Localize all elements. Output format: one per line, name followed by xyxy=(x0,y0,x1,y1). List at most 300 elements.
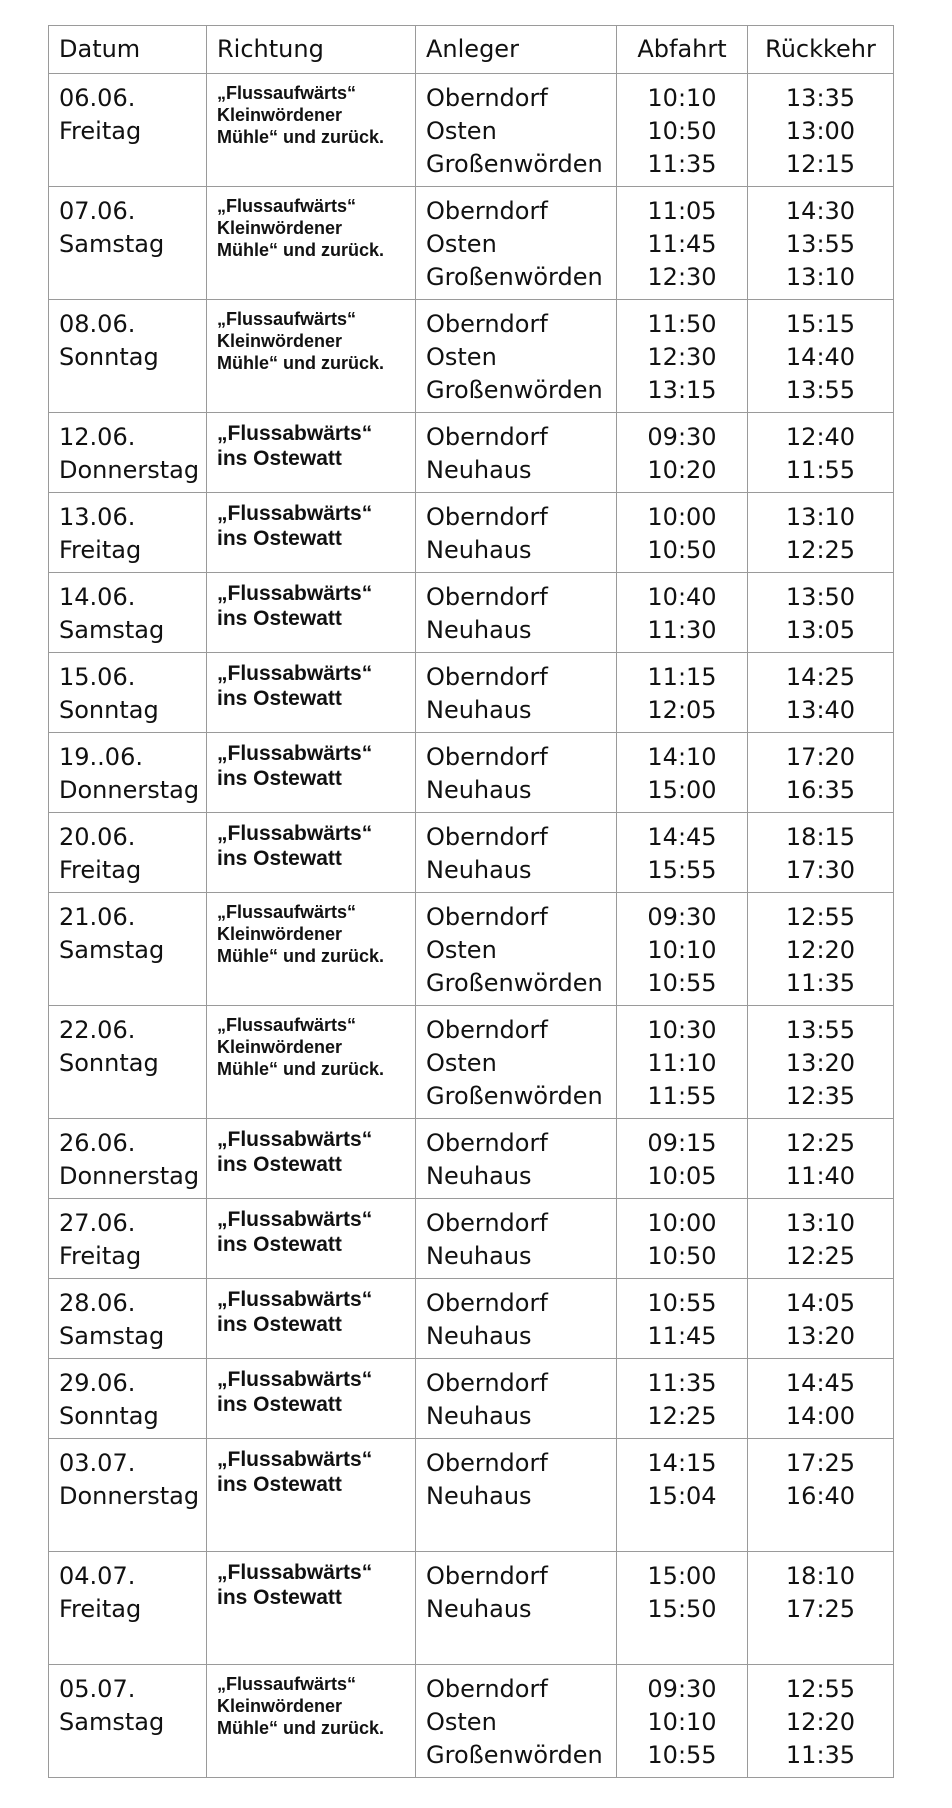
date-cell xyxy=(49,1119,207,1199)
direction-cell xyxy=(207,1199,416,1279)
departure-cell xyxy=(617,1199,748,1279)
pier-name: Neuhaus xyxy=(426,536,532,564)
departure-time: 13:15 xyxy=(647,376,717,404)
date-cell xyxy=(49,300,207,413)
direction-cell xyxy=(207,1006,416,1119)
departure-cell xyxy=(617,1439,748,1552)
departure-time: 12:30 xyxy=(647,343,717,371)
weekday: Sonntag xyxy=(59,696,159,724)
departure-time: 10:50 xyxy=(647,1242,717,1270)
departure-time: 10:10 xyxy=(647,1708,717,1736)
direction-line: „Flussabwärts“ xyxy=(217,502,373,525)
pier-cell xyxy=(416,1199,617,1279)
direction-line: ins Ostewatt xyxy=(217,1233,342,1256)
direction-line: „Flussabwärts“ xyxy=(217,582,373,605)
pier-name: Großenwörden xyxy=(426,376,603,404)
direction-line: „Flussaufwärts“ xyxy=(217,902,357,922)
date: 15.06. xyxy=(59,663,136,691)
departure-time: 10:50 xyxy=(647,117,717,145)
pier-name: Großenwörden xyxy=(426,263,603,291)
departure-time: 12:30 xyxy=(647,263,717,291)
date-cell xyxy=(49,893,207,1006)
return-cell xyxy=(748,653,894,733)
pier-name: Oberndorf xyxy=(426,663,548,691)
date: 21.06. xyxy=(59,903,136,931)
pier-name: Neuhaus xyxy=(426,1162,532,1190)
return-time: 12:25 xyxy=(785,536,856,564)
return-time: 13:00 xyxy=(785,117,856,145)
return-time: 14:25 xyxy=(785,663,856,691)
departure-cell xyxy=(617,1279,748,1359)
return-time: 17:25 xyxy=(785,1595,856,1623)
weekday: Donnerstag xyxy=(59,776,200,804)
table-row xyxy=(49,573,894,653)
date: 20.06. xyxy=(59,823,136,851)
direction-line: „Flussabwärts“ xyxy=(217,1368,373,1391)
departure-time: 10:20 xyxy=(647,456,717,484)
return-cell xyxy=(748,1006,894,1119)
direction-line: Mühle“ und zurück. xyxy=(217,1059,385,1079)
date-cell xyxy=(49,813,207,893)
return-time: 12:55 xyxy=(785,1675,856,1703)
departure-time: 15:00 xyxy=(647,1562,717,1590)
return-time: 11:35 xyxy=(785,969,856,997)
pier-name: Oberndorf xyxy=(426,1449,548,1477)
pier-name: Großenwörden xyxy=(426,1741,603,1769)
departure-time: 11:05 xyxy=(647,197,717,225)
return-time: 12:40 xyxy=(785,423,856,451)
departure-cell xyxy=(617,1359,748,1439)
return-time: 12:20 xyxy=(785,1708,856,1736)
direction-cell xyxy=(207,1552,416,1665)
weekday: Donnerstag xyxy=(59,1162,200,1190)
direction-cell xyxy=(207,1359,416,1439)
direction-line: Kleinwördener xyxy=(217,1696,343,1716)
return-cell xyxy=(748,1279,894,1359)
departure-cell xyxy=(617,413,748,493)
weekday: Samstag xyxy=(59,1708,165,1736)
date: 14.06. xyxy=(59,583,136,611)
pier-name: Osten xyxy=(426,936,497,964)
table-row xyxy=(49,1552,894,1665)
return-time: 11:55 xyxy=(785,456,856,484)
return-time: 13:55 xyxy=(785,230,856,258)
direction-line: „Flussabwärts“ xyxy=(217,742,373,765)
return-time: 11:35 xyxy=(785,1741,856,1769)
departure-time: 10:55 xyxy=(647,1289,717,1317)
date: 03.07. xyxy=(59,1449,136,1477)
return-time: 12:25 xyxy=(785,1242,856,1270)
date-cell xyxy=(49,1279,207,1359)
pier-name: Oberndorf xyxy=(426,1369,548,1397)
weekday: Freitag xyxy=(59,117,142,145)
date-cell xyxy=(49,413,207,493)
departure-time: 10:10 xyxy=(647,84,717,112)
pier-name: Oberndorf xyxy=(426,1289,548,1317)
pier-name: Neuhaus xyxy=(426,776,532,804)
direction-line: „Flussabwärts“ xyxy=(217,822,373,845)
weekday: Freitag xyxy=(59,1242,142,1270)
pier-cell xyxy=(416,893,617,1006)
direction-cell xyxy=(207,1439,416,1552)
direction-line: ins Ostewatt xyxy=(217,1473,342,1496)
departure-time: 09:30 xyxy=(647,903,717,931)
departure-cell xyxy=(617,813,748,893)
departure-cell xyxy=(617,1665,748,1778)
return-cell xyxy=(748,1665,894,1778)
direction-cell xyxy=(207,74,416,187)
date: 04.07. xyxy=(59,1562,136,1590)
date-cell xyxy=(49,653,207,733)
departure-time: 11:50 xyxy=(647,310,717,338)
return-time: 13:50 xyxy=(785,583,856,611)
direction-line: Mühle“ und zurück. xyxy=(217,240,385,260)
return-cell xyxy=(748,1439,894,1552)
header-datum: Datum xyxy=(49,26,207,74)
return-time: 12:25 xyxy=(785,1129,856,1157)
departure-cell xyxy=(617,300,748,413)
departure-cell xyxy=(617,74,748,187)
pier-cell xyxy=(416,733,617,813)
direction-cell xyxy=(207,300,416,413)
departure-time: 14:45 xyxy=(647,823,717,851)
pier-name: Neuhaus xyxy=(426,616,532,644)
departure-time: 12:05 xyxy=(647,696,717,724)
departure-time: 10:05 xyxy=(647,1162,717,1190)
return-time: 13:40 xyxy=(785,696,856,724)
return-cell xyxy=(748,893,894,1006)
date-cell xyxy=(49,573,207,653)
pier-name: Neuhaus xyxy=(426,1595,532,1623)
pier-cell xyxy=(416,300,617,413)
table-row xyxy=(49,1279,894,1359)
date-cell xyxy=(49,1199,207,1279)
direction-cell xyxy=(207,1119,416,1199)
pier-cell xyxy=(416,1279,617,1359)
departure-time: 11:35 xyxy=(647,150,717,178)
departure-time: 10:00 xyxy=(647,503,717,531)
direction-cell xyxy=(207,413,416,493)
table-row xyxy=(49,813,894,893)
pier-cell xyxy=(416,493,617,573)
return-time: 14:30 xyxy=(785,197,856,225)
weekday: Sonntag xyxy=(59,1402,159,1430)
pier-cell xyxy=(416,1439,617,1552)
return-time: 12:55 xyxy=(785,903,856,931)
weekday: Sonntag xyxy=(59,1049,159,1077)
return-time: 13:35 xyxy=(785,84,856,112)
direction-line: ins Ostewatt xyxy=(217,607,342,630)
return-time: 16:40 xyxy=(785,1482,856,1510)
date-cell xyxy=(49,1439,207,1552)
date: 19..06. xyxy=(59,743,143,771)
date: 12.06. xyxy=(59,423,136,451)
return-cell xyxy=(748,187,894,300)
pier-name: Neuhaus xyxy=(426,1482,532,1510)
pier-name: Oberndorf xyxy=(426,1675,548,1703)
pier-name: Oberndorf xyxy=(426,1129,548,1157)
schedule-body xyxy=(49,74,894,1778)
pier-name: Osten xyxy=(426,117,497,145)
departure-cell xyxy=(617,1119,748,1199)
departure-time: 15:50 xyxy=(647,1595,717,1623)
table-row xyxy=(49,493,894,573)
pier-name: Neuhaus xyxy=(426,1322,532,1350)
return-cell xyxy=(748,1199,894,1279)
direction-line: Kleinwördener xyxy=(217,105,343,125)
return-cell xyxy=(748,813,894,893)
return-time: 13:20 xyxy=(785,1049,856,1077)
return-time: 15:15 xyxy=(785,310,856,338)
header-richtung: Richtung xyxy=(207,26,416,74)
pier-name: Neuhaus xyxy=(426,1402,532,1430)
departure-cell xyxy=(617,893,748,1006)
schedule-table xyxy=(48,25,894,1778)
return-time: 13:05 xyxy=(785,616,856,644)
return-time: 18:15 xyxy=(785,823,856,851)
date: 29.06. xyxy=(59,1369,136,1397)
return-time: 13:10 xyxy=(785,503,856,531)
direction-cell xyxy=(207,573,416,653)
header-rueckkehr: Rückkehr xyxy=(748,26,894,74)
weekday: Donnerstag xyxy=(59,456,200,484)
weekday: Freitag xyxy=(59,856,142,884)
pier-cell xyxy=(416,573,617,653)
table-row xyxy=(49,733,894,813)
date: 06.06. xyxy=(59,84,136,112)
departure-cell xyxy=(617,1006,748,1119)
pier-cell xyxy=(416,1552,617,1665)
departure-time: 10:10 xyxy=(647,936,717,964)
departure-cell xyxy=(617,493,748,573)
return-time: 13:10 xyxy=(785,1209,856,1237)
table-row xyxy=(49,1119,894,1199)
pier-cell xyxy=(416,74,617,187)
direction-cell xyxy=(207,1279,416,1359)
date: 27.06. xyxy=(59,1209,136,1237)
header-anleger: Anleger xyxy=(416,26,617,74)
direction-line: Mühle“ und zurück. xyxy=(217,1718,385,1738)
direction-cell xyxy=(207,893,416,1006)
header-row xyxy=(49,26,894,74)
return-time: 14:40 xyxy=(785,343,856,371)
return-cell xyxy=(748,413,894,493)
departure-time: 11:35 xyxy=(647,1369,717,1397)
pier-name: Oberndorf xyxy=(426,84,548,112)
pier-cell xyxy=(416,413,617,493)
date-cell xyxy=(49,1552,207,1665)
return-time: 11:40 xyxy=(785,1162,856,1190)
departure-time: 10:55 xyxy=(647,1741,717,1769)
direction-line: „Flussabwärts“ xyxy=(217,1128,373,1151)
direction-line: „Flussaufwärts“ xyxy=(217,1015,357,1035)
direction-line: ins Ostewatt xyxy=(217,1393,342,1416)
direction-cell xyxy=(207,187,416,300)
departure-cell xyxy=(617,1552,748,1665)
return-time: 14:00 xyxy=(785,1402,856,1430)
pier-name: Oberndorf xyxy=(426,310,548,338)
direction-line: ins Ostewatt xyxy=(217,847,342,870)
direction-line: „Flussabwärts“ xyxy=(217,1208,373,1231)
pier-name: Neuhaus xyxy=(426,696,532,724)
pier-name: Osten xyxy=(426,343,497,371)
weekday: Samstag xyxy=(59,616,165,644)
direction-line: „Flussaufwärts“ xyxy=(217,83,357,103)
departure-time: 10:50 xyxy=(647,536,717,564)
date-cell xyxy=(49,187,207,300)
direction-line: ins Ostewatt xyxy=(217,1153,342,1176)
table-row xyxy=(49,1439,894,1552)
departure-time: 10:00 xyxy=(647,1209,717,1237)
return-time: 13:55 xyxy=(785,1016,856,1044)
departure-time: 11:30 xyxy=(647,616,717,644)
weekday: Freitag xyxy=(59,1595,142,1623)
return-time: 12:20 xyxy=(785,936,856,964)
date: 08.06. xyxy=(59,310,136,338)
direction-line: Kleinwördener xyxy=(217,924,343,944)
direction-line: „Flussaufwärts“ xyxy=(217,309,357,329)
pier-name: Oberndorf xyxy=(426,1209,548,1237)
departure-cell xyxy=(617,733,748,813)
departure-time: 11:45 xyxy=(647,230,717,258)
direction-line: ins Ostewatt xyxy=(217,687,342,710)
return-cell xyxy=(748,573,894,653)
date: 22.06. xyxy=(59,1016,136,1044)
pier-name: Oberndorf xyxy=(426,423,548,451)
pier-name: Oberndorf xyxy=(426,743,548,771)
direction-cell xyxy=(207,733,416,813)
pier-name: Oberndorf xyxy=(426,823,548,851)
departure-time: 10:55 xyxy=(647,969,717,997)
return-time: 17:25 xyxy=(785,1449,856,1477)
direction-cell xyxy=(207,493,416,573)
pier-name: Neuhaus xyxy=(426,856,532,884)
return-time: 14:05 xyxy=(785,1289,856,1317)
return-time: 16:35 xyxy=(785,776,856,804)
header-abfahrt: Abfahrt xyxy=(617,26,748,74)
departure-time: 09:30 xyxy=(647,1675,717,1703)
pier-name: Osten xyxy=(426,230,497,258)
pier-cell xyxy=(416,1119,617,1199)
date: 28.06. xyxy=(59,1289,136,1317)
date-cell xyxy=(49,733,207,813)
pier-name: Oberndorf xyxy=(426,1562,548,1590)
direction-line: „Flussabwärts“ xyxy=(217,422,373,445)
direction-line: ins Ostewatt xyxy=(217,1586,342,1609)
table-row xyxy=(49,1665,894,1778)
departure-time: 15:00 xyxy=(647,776,717,804)
return-time: 14:45 xyxy=(785,1369,856,1397)
direction-line: Mühle“ und zurück. xyxy=(217,946,385,966)
table-row xyxy=(49,74,894,187)
departure-time: 15:04 xyxy=(647,1482,717,1510)
direction-line: ins Ostewatt xyxy=(217,767,342,790)
departure-time: 10:30 xyxy=(647,1016,717,1044)
return-time: 13:55 xyxy=(785,376,856,404)
pier-cell xyxy=(416,1665,617,1778)
table-row xyxy=(49,187,894,300)
departure-time: 14:10 xyxy=(647,743,717,771)
departure-cell xyxy=(617,653,748,733)
pier-cell xyxy=(416,187,617,300)
pier-name: Osten xyxy=(426,1708,497,1736)
departure-time: 11:55 xyxy=(647,1082,717,1110)
return-cell xyxy=(748,74,894,187)
pier-cell xyxy=(416,1359,617,1439)
return-time: 13:20 xyxy=(785,1322,856,1350)
direction-line: Kleinwördener xyxy=(217,1037,343,1057)
return-cell xyxy=(748,300,894,413)
date-cell xyxy=(49,1665,207,1778)
return-time: 13:10 xyxy=(785,263,856,291)
departure-cell xyxy=(617,573,748,653)
date-cell xyxy=(49,493,207,573)
date: 26.06. xyxy=(59,1129,136,1157)
pier-name: Großenwörden xyxy=(426,150,603,178)
table-row xyxy=(49,1006,894,1119)
return-cell xyxy=(748,1359,894,1439)
direction-line: „Flussabwärts“ xyxy=(217,1288,373,1311)
departure-time: 15:55 xyxy=(647,856,717,884)
pier-cell xyxy=(416,653,617,733)
weekday: Donnerstag xyxy=(59,1482,200,1510)
weekday: Sonntag xyxy=(59,343,159,371)
departure-time: 14:15 xyxy=(647,1449,717,1477)
table-row xyxy=(49,300,894,413)
date-cell xyxy=(49,1359,207,1439)
pier-name: Neuhaus xyxy=(426,1242,532,1270)
direction-line: Mühle“ und zurück. xyxy=(217,353,385,373)
departure-time: 12:25 xyxy=(647,1402,717,1430)
departure-time: 10:40 xyxy=(647,583,717,611)
return-time: 17:20 xyxy=(785,743,856,771)
weekday: Freitag xyxy=(59,536,142,564)
date: 13.06. xyxy=(59,503,136,531)
date: 07.06. xyxy=(59,197,136,225)
return-time: 17:30 xyxy=(785,856,856,884)
pier-name: Neuhaus xyxy=(426,456,532,484)
departure-time: 11:45 xyxy=(647,1322,717,1350)
direction-line: „Flussabwärts“ xyxy=(217,1448,373,1471)
pier-name: Oberndorf xyxy=(426,903,548,931)
return-time: 18:10 xyxy=(785,1562,856,1590)
departure-cell xyxy=(617,187,748,300)
return-cell xyxy=(748,1552,894,1665)
departure-time: 11:10 xyxy=(647,1049,717,1077)
departure-time: 09:30 xyxy=(647,423,717,451)
return-time: 12:35 xyxy=(785,1082,856,1110)
pier-name: Oberndorf xyxy=(426,1016,548,1044)
pier-name: Oberndorf xyxy=(426,503,548,531)
direction-line: ins Ostewatt xyxy=(217,527,342,550)
pier-name: Großenwörden xyxy=(426,969,603,997)
direction-line: „Flussabwärts“ xyxy=(217,1561,373,1584)
direction-cell xyxy=(207,1665,416,1778)
table-row xyxy=(49,1199,894,1279)
table-row xyxy=(49,1359,894,1439)
direction-line: „Flussaufwärts“ xyxy=(217,1674,357,1694)
direction-cell xyxy=(207,653,416,733)
direction-line: Kleinwördener xyxy=(217,218,343,238)
return-cell xyxy=(748,733,894,813)
pier-cell xyxy=(416,1006,617,1119)
return-cell xyxy=(748,493,894,573)
direction-line: ins Ostewatt xyxy=(217,447,342,470)
direction-line: Mühle“ und zurück. xyxy=(217,127,385,147)
pier-cell xyxy=(416,813,617,893)
direction-line: Kleinwördener xyxy=(217,331,343,351)
return-time: 12:15 xyxy=(785,150,856,178)
